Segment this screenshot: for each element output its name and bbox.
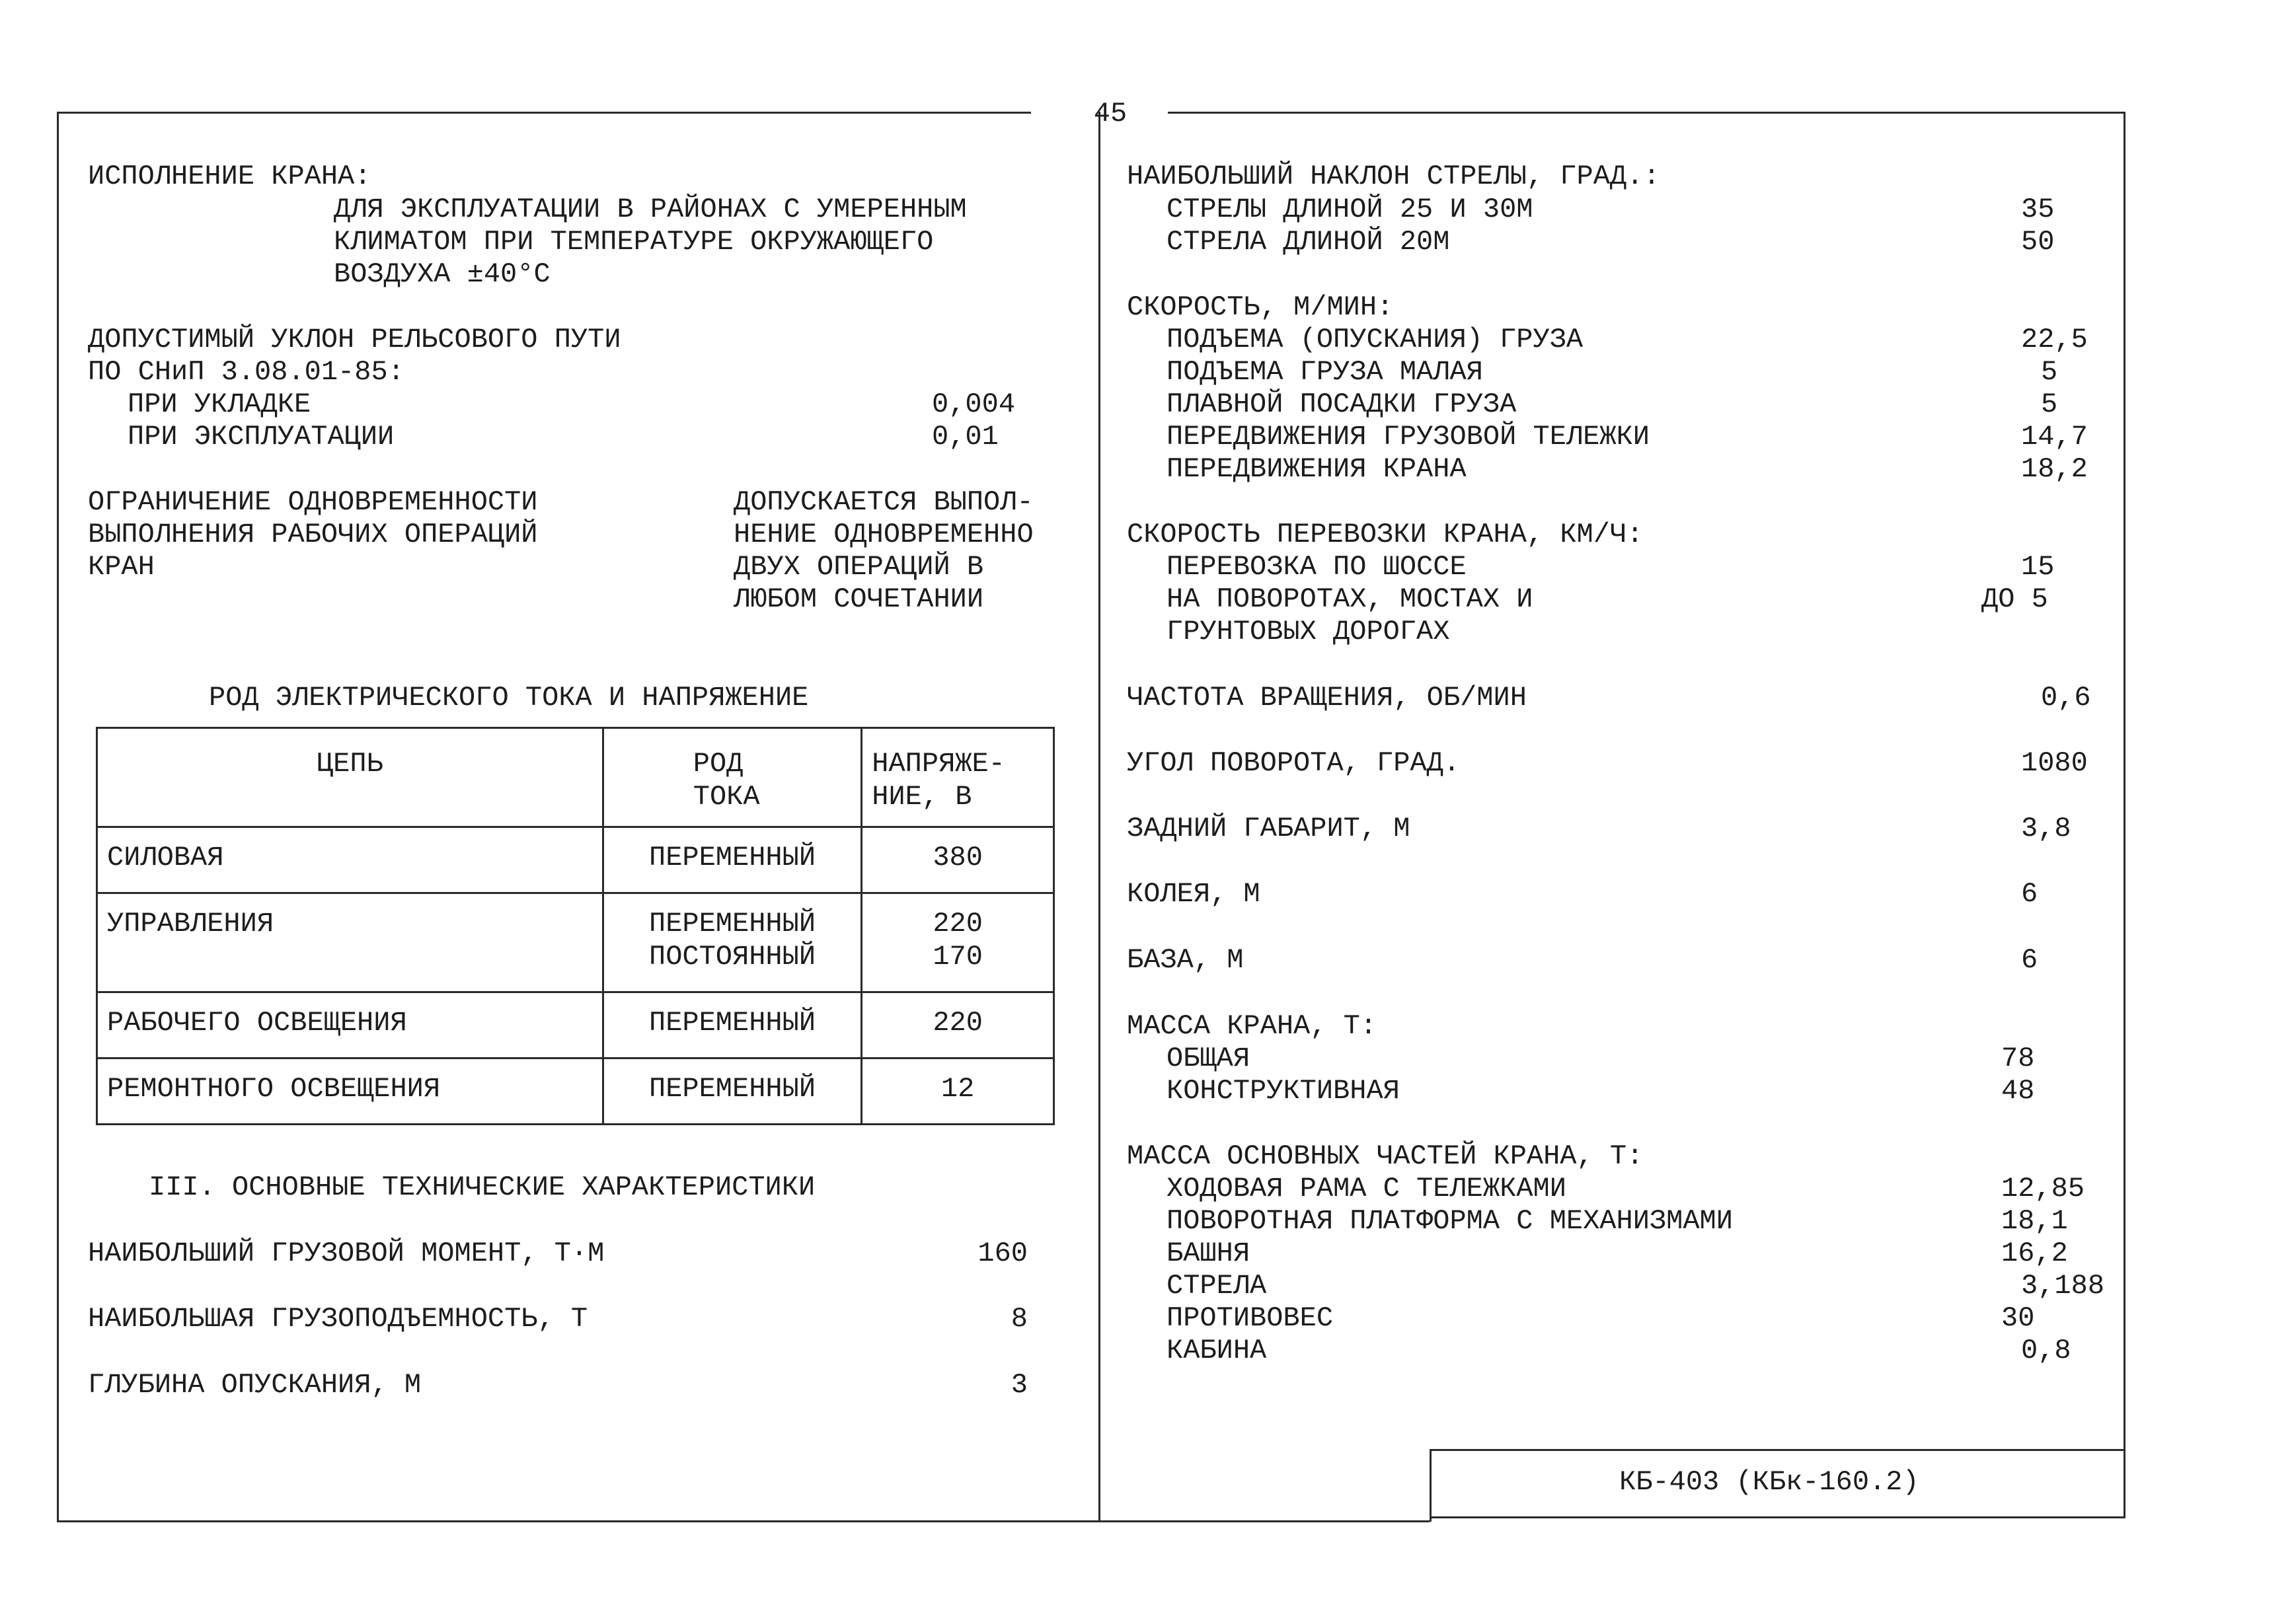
spec-label: НАИБОЛЬШАЯ ГРУЗОПОДЪЕМНОСТЬ, Т bbox=[88, 1303, 588, 1335]
spec-value: 3 bbox=[1011, 1369, 1028, 1401]
speed-label: ПОДЪЕМА ГРУЗА МАЛАЯ bbox=[1167, 356, 1483, 388]
cell-voltage: 220 170 bbox=[862, 893, 1054, 992]
header-circuit: ЦЕПЬ bbox=[97, 728, 603, 827]
current-table bbox=[96, 727, 1055, 1125]
parts-label: СТРЕЛА bbox=[1167, 1270, 1267, 1302]
parts-value: 0,8 bbox=[2021, 1335, 2071, 1366]
cell-circuit: УПРАВЛЕНИЯ bbox=[97, 893, 603, 992]
single-value: 0,6 bbox=[2041, 682, 2091, 714]
frame-top-left bbox=[57, 112, 1031, 114]
cell-current-type: ПЕРЕМЕННЫЙ ПОСТОЯННЫЙ bbox=[603, 893, 861, 992]
section-title: III. ОСНОВНЫЕ ТЕХНИЧЕСКИЕ ХАРАКТЕРИСТИКИ bbox=[149, 1171, 816, 1203]
parts-title: МАССА ОСНОВНЫХ ЧАСТЕЙ КРАНА, Т: bbox=[1127, 1140, 1644, 1172]
mass-title: МАССА КРАНА, Т: bbox=[1127, 1010, 1377, 1042]
stamp-title: КБ-403 (КБк-160.2) bbox=[1619, 1466, 1919, 1498]
tilt-title: НАИБОЛЬШИЙ НАКЛОН СТРЕЛЫ, ГРАД.: bbox=[1127, 161, 1660, 192]
parts-label: БАШНЯ bbox=[1167, 1238, 1250, 1269]
slope-value: 0,004 bbox=[932, 389, 1016, 420]
mass-value: 78 bbox=[2001, 1043, 2035, 1074]
parts-value: 12,85 bbox=[2001, 1173, 2085, 1205]
single-label: КОЛЕЯ, М bbox=[1127, 878, 1260, 910]
limit-value: ДОПУСКАЕТСЯ ВЫПОЛ- bbox=[734, 486, 1034, 518]
slope-label: ПРИ УКЛАДКЕ bbox=[128, 389, 311, 420]
execution-line: КЛИМАТОМ ПРИ ТЕМПЕРАТУРЕ ОКРУЖАЮЩЕГО bbox=[334, 226, 934, 258]
parts-value: 30 bbox=[2001, 1302, 2035, 1334]
tilt-value: 35 bbox=[2021, 194, 2055, 225]
speed-value: 18,2 bbox=[2021, 453, 2088, 485]
parts-label: ПОВОРОТНАЯ ПЛАТФОРМА С МЕХАНИЗМАМИ bbox=[1167, 1205, 1733, 1237]
parts-label: КАБИНА bbox=[1167, 1335, 1267, 1366]
parts-value: 18,1 bbox=[2001, 1205, 2068, 1237]
single-value: 6 bbox=[2021, 878, 2038, 910]
slope-value: 0,01 bbox=[932, 421, 999, 453]
cell-voltage: 220 bbox=[862, 992, 1054, 1058]
table-row bbox=[97, 827, 1054, 893]
execution-line: ДЛЯ ЭКСПЛУАТАЦИИ В РАЙОНАХ С УМЕРЕННЫМ bbox=[334, 194, 967, 225]
page-number: 45 bbox=[1093, 98, 1128, 130]
frame-bottom-right bbox=[1430, 1516, 2125, 1518]
cell-voltage: 380 bbox=[862, 827, 1054, 893]
limit-label: ВЫПОЛНЕНИЯ РАБОЧИХ ОПЕРАЦИЙ bbox=[88, 519, 538, 550]
speed-label: ПЕРЕДВИЖЕНИЯ КРАНА bbox=[1167, 453, 1467, 485]
current-title: РОД ЭЛЕКТРИЧЕСКОГО ТОКА И НАПРЯЖЕНИЕ bbox=[209, 682, 809, 714]
single-value: 1080 bbox=[2021, 747, 2088, 779]
cell-circuit: РЕМОНТНОГО ОСВЕЩЕНИЯ bbox=[97, 1058, 603, 1125]
spec-label: НАИБОЛЬШИЙ ГРУЗОВОЙ МОМЕНТ, Т·М bbox=[88, 1238, 605, 1269]
mass-value: 48 bbox=[2001, 1075, 2035, 1107]
speed-label: ПЕРЕДВИЖЕНИЯ ГРУЗОВОЙ ТЕЛЕЖКИ bbox=[1167, 421, 1650, 453]
spec-value: 8 bbox=[1011, 1303, 1028, 1335]
cell-current-type: ПЕРЕМЕННЫЙ bbox=[603, 1058, 861, 1125]
speed-value: 22,5 bbox=[2021, 324, 2088, 355]
transport-value: ДО 5 bbox=[1981, 583, 2048, 615]
execution-title: ИСПОЛНЕНИЕ КРАНА: bbox=[88, 161, 371, 192]
cell-current-type: ПЕРЕМЕННЫЙ bbox=[603, 992, 861, 1058]
table-header-row bbox=[97, 728, 1054, 827]
slope-title: ПО СНиП 3.08.01-85: bbox=[88, 356, 404, 388]
single-label: ЧАСТОТА ВРАЩЕНИЯ, ОБ/МИН bbox=[1127, 682, 1527, 714]
parts-value: 16,2 bbox=[2001, 1238, 2068, 1269]
limit-value: НЕНИЕ ОДНОВРЕМЕННО bbox=[734, 519, 1034, 550]
transport-label: НА ПОВОРОТАХ, МОСТАХ И bbox=[1167, 583, 1533, 615]
frame-right bbox=[2124, 112, 2125, 1518]
slope-label: ПРИ ЭКСПЛУАТАЦИИ bbox=[128, 421, 395, 453]
table-row bbox=[97, 992, 1054, 1058]
parts-label: ПРОТИВОВЕС bbox=[1167, 1302, 1334, 1334]
column-divider bbox=[1098, 112, 1100, 1522]
single-value: 3,8 bbox=[2021, 813, 2071, 844]
transport-title: СКОРОСТЬ ПЕРЕВОЗКИ КРАНА, КМ/Ч: bbox=[1127, 519, 1644, 550]
mass-label: КОНСТРУКТИВНАЯ bbox=[1167, 1075, 1400, 1107]
cell-voltage: 12 bbox=[862, 1058, 1054, 1125]
slope-title: ДОПУСТИМЫЙ УКЛОН РЕЛЬСОВОГО ПУТИ bbox=[88, 324, 621, 355]
execution-line: ВОЗДУХА ±40°С bbox=[334, 258, 551, 290]
speed-label: ПЛАВНОЙ ПОСАДКИ ГРУЗА bbox=[1167, 389, 1517, 420]
tilt-label: СТРЕЛА ДЛИНОЙ 20М bbox=[1167, 226, 1450, 258]
limit-label: ОГРАНИЧЕНИЕ ОДНОВРЕМЕННОСТИ bbox=[88, 486, 538, 518]
stamp-left bbox=[1430, 1449, 1432, 1522]
parts-label: ХОДОВАЯ РАМА С ТЕЛЕЖКАМИ bbox=[1167, 1173, 1566, 1205]
frame-top-right bbox=[1168, 112, 2125, 114]
tilt-value: 50 bbox=[2021, 226, 2055, 258]
cell-current-type: ПЕРЕМЕННЫЙ bbox=[603, 827, 861, 893]
spec-value: 160 bbox=[977, 1238, 1028, 1269]
speed-value: 14,7 bbox=[2021, 421, 2088, 453]
transport-value: 15 bbox=[2021, 551, 2055, 583]
transport-label: ГРУНТОВЫХ ДОРОГАХ bbox=[1167, 616, 1450, 648]
speed-value: 5 bbox=[2041, 389, 2058, 420]
single-value: 6 bbox=[2021, 944, 2038, 976]
frame-bottom-left bbox=[57, 1520, 1430, 1522]
frame-left bbox=[57, 112, 59, 1522]
header-voltage: НАПРЯЖЕ- НИЕ, В bbox=[862, 728, 1054, 827]
tilt-label: СТРЕЛЫ ДЛИНОЙ 25 И 30М bbox=[1167, 194, 1533, 225]
limit-value: ЛЮБОМ СОЧЕТАНИИ bbox=[734, 583, 984, 615]
header-current-type: РОД ТОКА bbox=[603, 728, 861, 827]
parts-value: 3,188 bbox=[2021, 1270, 2105, 1302]
single-label: ЗАДНИЙ ГАБАРИТ, М bbox=[1127, 813, 1410, 844]
stamp-top bbox=[1430, 1449, 2125, 1451]
transport-label: ПЕРЕВОЗКА ПО ШОССЕ bbox=[1167, 551, 1467, 583]
mass-label: ОБЩАЯ bbox=[1167, 1043, 1250, 1074]
cell-circuit: РАБОЧЕГО ОСВЕЩЕНИЯ bbox=[97, 992, 603, 1058]
table-row bbox=[97, 1058, 1054, 1125]
single-label: БАЗА, М bbox=[1127, 944, 1244, 976]
spec-label: ГЛУБИНА ОПУСКАНИЯ, М bbox=[88, 1369, 422, 1401]
single-label: УГОЛ ПОВОРОТА, ГРАД. bbox=[1127, 747, 1461, 779]
cell-circuit: СИЛОВАЯ bbox=[97, 827, 603, 893]
speed-title: СКОРОСТЬ, М/МИН: bbox=[1127, 291, 1394, 323]
limit-label: КРАН bbox=[88, 551, 155, 583]
speed-label: ПОДЪЕМА (ОПУСКАНИЯ) ГРУЗА bbox=[1167, 324, 1584, 355]
table-row bbox=[97, 893, 1054, 992]
speed-value: 5 bbox=[2041, 356, 2058, 388]
limit-value: ДВУХ ОПЕРАЦИЙ В bbox=[734, 551, 984, 583]
